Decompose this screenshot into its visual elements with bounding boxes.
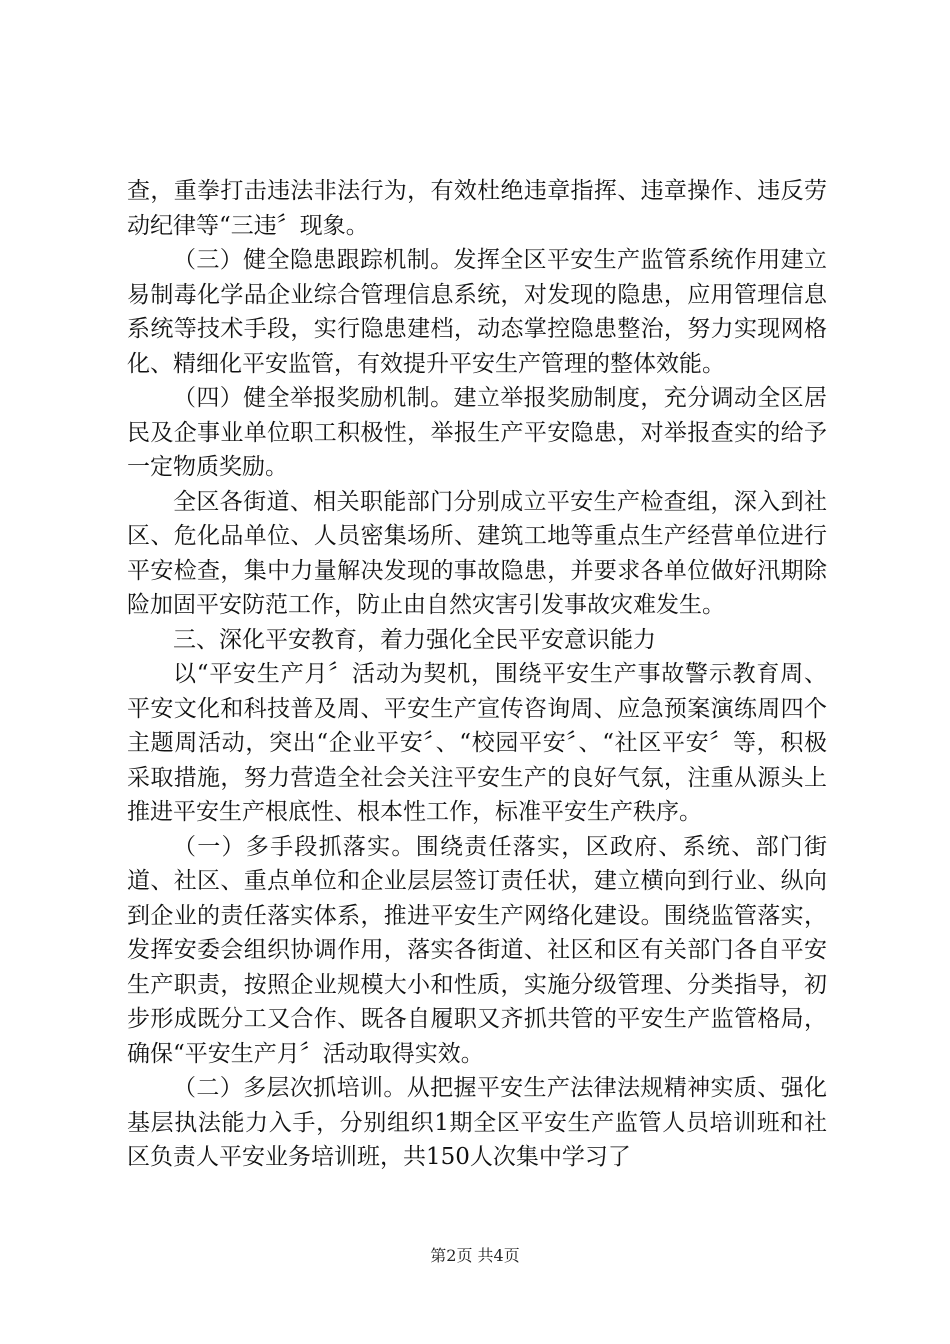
paragraph-inspection-teams: 全区各街道、相关职能部门分别成立平安生产检查组，深入到社区、危化品单位、人员密集场所、建筑工地等重点生产经营单位进行平安检查，集中力量解决发现的事故隐患，并要求各单位做好汛期除险加固平安防范工作，防止由自然灾害引发事故灾难发生。	[127, 488, 827, 618]
paragraph-continuation: 查，重拳打击违法非法行为，有效杜绝违章指挥、违章操作、违反劳动纪律等“三违〞现象。	[127, 178, 827, 239]
paragraph-hazard-tracking: （三）健全隐患跟踪机制。发挥全区平安生产监管系统作用建立易制毒化学品企业综合管理信息系统，对发现的隐患，应用管理信息系统等技术手段，实行隐患建档，动态掌控隐患整治，努力实现网格化、精细化平安监管，有效提升平安生产管理的整体效能。	[127, 247, 827, 377]
document-body	[127, 174, 827, 1175]
paragraph-training: （二）多层次抓培训。从把握平安生产法律法规精神实质、强化基层执法能力入手，分别组织1期全区平安生产监管人员培训班和社区负责人平安业务培训班，共150人次集中学习了	[127, 1075, 827, 1170]
section-heading-safety-education: 三、深化平安教育，着力强化全民平安意识能力	[173, 626, 656, 653]
paragraph-reporting-rewards: （四）健全举报奖励机制。建立举报奖励制度，充分调动全区居民及企事业单位职工积极性，举报生产平安隐患，对举报查实的给予一定物质奖励。	[127, 385, 827, 480]
paragraph-implementation: （一）多手段抓落实。围绕责任落实，区政府、系统、部门街道、社区、重点单位和企业层层签订责任状，建立横向到行业、纵向到企业的责任落实体系，推进平安生产网络化建设。围绕监管落实，发挥安委会组织协调作用，落实各街道、社区和区有关部门各自平安生产职责，按照企业规模大小和性质，实施分级管理、分类指导，初步形成既分工又合作、既各自履职又齐抓共管的平安生产监管格局，确保“平安生产月〞活动取得实效。	[127, 833, 827, 1067]
page-footer: 第2页 共4页	[430, 1246, 520, 1265]
paragraph-safety-month: 以“平安生产月〞活动为契机，围绕平安生产事故警示教育周、平安文化和科技普及周、平安生产宣传咨询周、应急预案演练周四个主题周活动，突出“企业平安〞、“校园平安〞、“社区平安〞等，积极采取措施，努力营造全社会关注平安生产的良好气氛，注重从源头上推进平安生产根底性、根本性工作，标准平安生产秩序。	[127, 661, 827, 825]
